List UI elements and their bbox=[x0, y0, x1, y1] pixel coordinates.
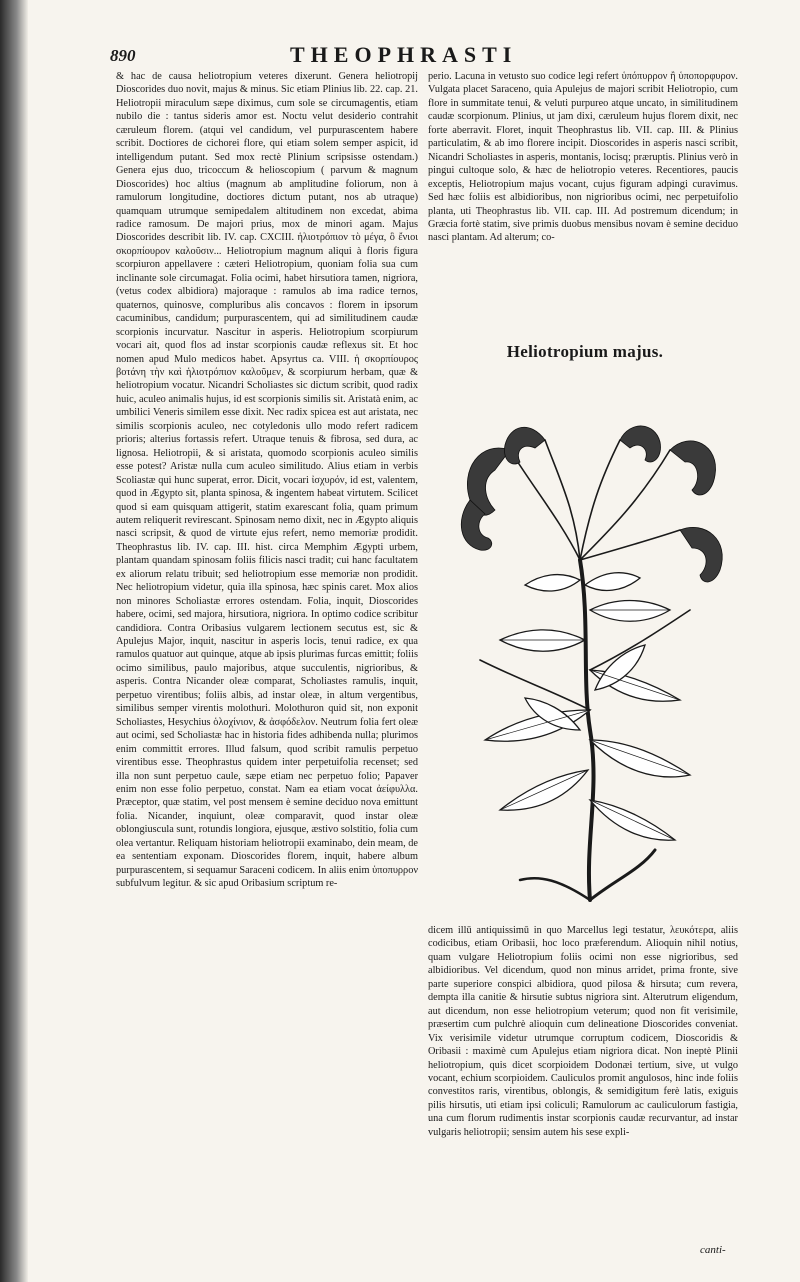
right-column-bottom-text: dicem illū antiquissimū in quo Marcellus legi testatur, λευκότερα, aliis codicibus, etiam Oribasii, hoc loco præferendum. Alioquin nihil notius, quam vulgare Heliotropium foliis ocimi non esse nigrioribus, sed albidioribus. Vel dicendum, quod non minus arridet, prima fronte, sive parte superiore conspici albidiora, quod pilosa & hirsuta; cum revera, dempta illa canitie & hirsutie subtus nigriora sint. Alterutrum eligendum, aut dicendum, non esse heliotropium veterum; quod non fit verisimile, præsertim cum pulchrè alioquin cum delineatione Dioscorides conveniat. Vix verisimile videtur utrumque corruptum codicem, Dioscoridis & Oribasii : maximè cum Apulejus etiam nigriora dicat. Non ineptè Plinii heliotropium, quis dicet scorpioidem Dodonæi tertium, sive, ut vulgo vocant, echium scorpioidem. Cauliculos promit angulosos, hinc inde foliis convestitos raris, virentibus, oblongis, & semidigitum ferè latis, exiguis pilis hirsutis, uti etiam ipsi coliculi; Ramulorum ac cauliculorum fastigia, una cum florum rudimentis instar scorpionis caudæ recurvantur, ad instar vulgaris heliotropii; sensim autem his sese expli- bbox=[428, 925, 738, 1138]
heliotropium-woodcut-illustration bbox=[440, 410, 736, 910]
page-header bbox=[110, 42, 750, 70]
left-column-text: & hac de causa heliotropium veteres dixerunt. Genera heliotropij Dioscorides duo novit, majus & minus. Sic etiam Plinius lib. 22. cap. 21. Heliotropii miraculum sæpe diximus, cum sole se circumagentis, etiam nubilo die : tantus sideris amor est. Noctu velut desiderio contrahit cæruleum florem. (atqui vel candidum, vel purpurascentem habere scribit. Doctiores de cichorei flore, qui etiam solem semper aspicit, id intelligendum putant. Sed mox rectè Plinium scripsisse ostendam.) Genera ejus duo, tricoccum & helioscopium ( parvum & magnum Dioscorides) hoc altius (magnum ab amplitudine foliorum, non à ramulorum longitudine, doctiores dictum putant, nos ab utraque) quamquam utrumque semipedalem altitudinem non excedat, abima radice ramosum. De majori prius, mox de minori agam. Majus Dioscorides describit lib. IV. cap. CXCIII. ἡλιοτρόπιον τὸ μέγα, ὃ ἔνιοι σκορπίουρον καλοῦσιν... Heliotropium magnum aliqui à floris figura scorpiuron appellavere : cæteri Heliotropium, quoniam folia sua cum inclinante sole circumagat. Folia ocimi, habet hirsutiora tamen, nigriora, (vetus codex albidiora) majoraque : ramulos ab ima radice ternos, quaternos, quinosve, compluribus alis concavos : florem in ipsorum cacuminibus, candidum; purpurascentem, qui ad similitudinem caudæ scorpionis incurvatur. Nascitur in asperis. Heliotropium scorpiurum vocari ait, quod flos ad instar scorpionis caudæ reflexus sit. Et hoc nomen apud Mulo medicos habet. Apsyrtus ca. VIII. ἡ σκορπίουρος βοτάνη τὴν καὶ ἡλιοτρόπιον καλοῦμεν, & scorpiurum herbam, quæ & heliotropium vocatur. Nicandri Scholiastes sic dictum scribit, quod radix huic, aculeo animalis hujus, id est scorpionis similis sit. Aristatà enim, ac umbilici Veneris similem esse dixit. Nec radix spicea est aut aristata, nec similis scorpionis aculeo, nec cotyledonis ullo modo refert radicem prioris; alterius fortassis refert. Utraque tenuis & fibrosa, sed dura, ac lignosa. Heliotropii, & si aristata, quomodo scorpionis aculeo similis esse potest? Aristæ nulla cum aculeo similitudo. Alius etiam in verbis Scoliastæ qui hunc superat, error. Dicit, vocari ἰσχυρόν, id est, valentem, quod in Ægypto sit, planta spinosa, & ingentem habeat virtutem. Scilicet quod si eam quisquam attigerit, statim exarescant folia, quam primum autem reliquerit revirescant. Spinosam nemo dixit, nec in Ægypto aliquis nasci scripsit, & quod de virtute ejus refert, nemo memoriæ prodidit. Theophrastus lib. IV. cap. III. hist. circa Memphim Ægypti urbem, plantam quandam spinosam foliis filicis nasci tradit; cui hanc facultatem ex aliorum relatu tribuit; sed heliotropium esse memoriæ non prodidit. Nec heliotropium videtur, quia illa spinosa, hæc spinis caret. Mox alios non minores Scholiastæ errores ostendam. Folia, inquit, Dioscorides habere, ocimi, sed majora, hirsutiora, nigriora. In optimo codice scribitur candidiora. Contra Oribasius vulgarem lectionem secutus est, sic & Apulejus Major, inquit, nascitur in asperis locis, tenui radice, ex qua ramulos quatuor aut quinque, atque ab ipsis plurimas furcas emittit; foliis ocimo similibus, paulo majoribus, atque succulentis, nigrioribus, & asperis. Contra Nicander oleæ comparat, Scholiastes ramulis, inquit, perpetuo virentibus; foliis albis, ad instar oleæ, in altum vergentibus, similibus semper virentis molothuri. Molothuron quid sit, non exponit Scholiastes, Hesychius ὁλοχίνιον, & ἀσφόδελον. Neutrum folia fert oleæ aut ocimi, sed Scholiastæ hac in historia fides adhibenda nulla; plurimos enim committit errores. Illud falsum, quod scribit ramulis perpetuo virentibus esse. Theophrastus quidem inter perpetuifolia recenset; sed illa non sunt perpetuo caule, sæpe etiam nec perpetuo folio; Papaver enim non esse folio perpetuo, constat. Nam ea etiam vocat ἀείφυλλα. Præceptor, quæ statim, vel post mensem è semine deciduo nova emittunt folia. Nicander, inquiunt, oleæ comparavit, quod instar oleæ oblongiuscula sunt, rotundis longiora, ejusque, æstivo solstitio, folia cum olea vertantur. Reliquam historiam heliotropii examinabo, dein meam, de ea sententiam exponam. Dioscorides florem, inquit, habere album purpurascentem, si sequamur Saraceni codicem. In aliis enim ὑποπυρρον subfulvum legitur. & sic apud Oribasium scriptum re- bbox=[116, 71, 418, 890]
right-column-top bbox=[428, 70, 738, 310]
running-head: THEOPHRASTI bbox=[290, 42, 518, 67]
catchword: canti- bbox=[700, 1244, 726, 1256]
right-column-bottom bbox=[428, 924, 738, 1226]
left-column bbox=[116, 70, 418, 1220]
binding-gutter bbox=[0, 0, 28, 1282]
page-number: 890 bbox=[110, 46, 136, 65]
right-column-top-text: perio. Lacuna in vetusto suo codice legi refert ὑπόπυρρον ἢ ὑποπορφυρον. Vulgata placet Saraceno, quia Apulejus de majori scribit Heliotropio, cum flore in summitate tenui, & veluti purpureo atque uncato, in similitudinem caudæ scorpionum. Plinius, ut jam dixi, cæruleum hujus florem dixit, nec forte aberravit. Floret, inquit Theophrastus lib. VII. cap. III. & Plinius particulatim, & ab imo florere incipit. Dioscorides in asperis nasci scribit, Nicandri Scholiastes in asperis, montanis, locisq; præruptis. Plinius verò in pingui cultoque solo, & hæc de heliotropio veteres. Recentiores, paucis exceptis, Heliotropium majus vocant, cujus figuram adpingi curavimus. Sed hæc foliis est albidioribus, non nigrioribus ocimi, nec perpetuifolio planta, uti Theophrastus lib. VII. cap. III. Ad postremum dicendum; in Græcia fortè statim, sive primis duobus mensibus novam è semine deciduo nasci plantam. Ad alterum; co- bbox=[428, 71, 738, 244]
figure-caption: Heliotropium majus. bbox=[506, 342, 664, 361]
